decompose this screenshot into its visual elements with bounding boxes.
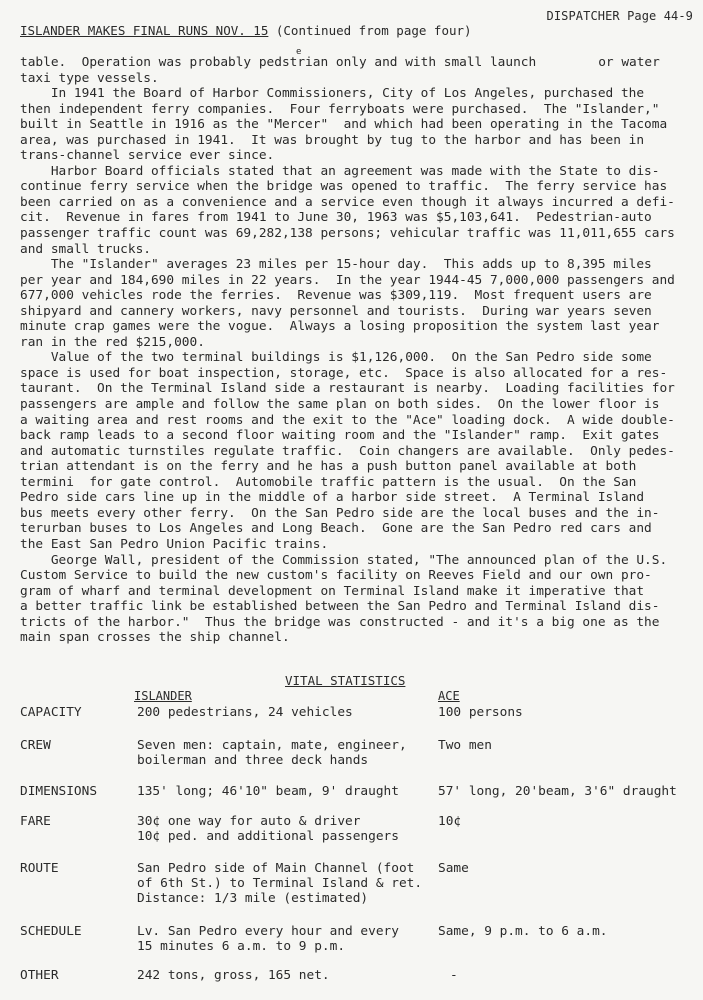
headline bbox=[20, 23, 472, 38]
headline-title: ISLANDER MAKES FINAL RUNS NOV. 15 bbox=[20, 23, 269, 38]
stat-label: OTHER bbox=[20, 968, 59, 983]
stat-label: FARE bbox=[20, 814, 51, 829]
article-line: Value of the two terminal buildings is $1,126,000. On the San Pedro side some bbox=[20, 350, 652, 366]
column-header-islander: ISLANDER bbox=[134, 689, 192, 703]
insert-mark: e bbox=[296, 47, 302, 57]
stat-ace: - bbox=[450, 968, 458, 983]
article-line: 677,000 vehicles rode the ferries. Revenue was $309,119. Most frequent users are bbox=[20, 288, 652, 304]
article-line: George Wall, president of the Commission stated, "The announced plan of the U.S. bbox=[20, 552, 668, 568]
article-line: passenger traffic count was 69,282,138 persons; vehicular traffic was 11,011,655 cars bbox=[20, 226, 675, 242]
article-line: a waiting area and rest rooms and the exit to the "Ace" loading dock. A wide double- bbox=[20, 412, 675, 428]
stat-label: CAPACITY bbox=[20, 705, 82, 720]
article-line: continue ferry service when the bridge was opened to traffic. The ferry service has bbox=[20, 179, 668, 195]
article-line: trans-channel service ever since. bbox=[20, 148, 275, 164]
article-line: space is used for boat inspection, storage, etc. Space is also allocated for a res- bbox=[20, 365, 668, 381]
article-line: then independent ferry companies. Four ferryboats were purchased. The "Islander," bbox=[20, 101, 660, 117]
stat-islander: 30¢ one way for auto & driver 10¢ ped. and additional passengers bbox=[137, 814, 399, 844]
article-line: tricts of the harbor." Thus the bridge was constructed - and it's a big one as the bbox=[20, 614, 660, 630]
article-line: minute crap games were the vogue. Always a losing proposition the system last year bbox=[20, 319, 660, 335]
stat-ace: 10¢ bbox=[438, 814, 462, 829]
article-line: termini for gate control. Automobile traffic pattern is the usual. On the San bbox=[20, 474, 637, 490]
stat-islander: 242 tons, gross, 165 net. bbox=[137, 968, 330, 983]
stat-ace: 57' long, 20'beam, 3'6" draught bbox=[438, 784, 677, 799]
stat-ace: Two men bbox=[438, 738, 492, 753]
stat-label: SCHEDULE bbox=[20, 924, 82, 939]
column-header-ace: ACE bbox=[438, 689, 460, 703]
article-body bbox=[20, 55, 703, 646]
stat-islander: 200 pedestrians, 24 vehicles bbox=[137, 705, 353, 720]
article-line: table. Operation was probably pedstrian only and with small launch or water bbox=[20, 55, 660, 70]
article-line: taurant. On the Terminal Island side a restaurant is nearby. Loading facilities for bbox=[20, 381, 675, 397]
article-line: The "Islander" averages 23 miles per 15-hour day. This adds up to 8,395 miles bbox=[20, 257, 652, 273]
article-line: Custom Service to build the new custom's facility on Reeves Field and our own pro- bbox=[20, 568, 652, 584]
article-line: a better traffic link be established between the San Pedro and Terminal Island dis- bbox=[20, 599, 660, 615]
stat-label: DIMENSIONS bbox=[20, 784, 98, 799]
article-line: the East San Pedro Union Pacific trains. bbox=[20, 536, 329, 552]
article-line: back ramp leads to a second floor waiting room and the "Islander" ramp. Exit gates bbox=[20, 428, 660, 444]
article-line: taxi type vessels. bbox=[20, 70, 159, 86]
article-line: cit. Revenue in fares from 1941 to June 30, 1963 was $5,103,641. Pedestrian-auto bbox=[20, 210, 652, 226]
article-line: built in Seattle in 1916 as the "Mercer" and which had been operating in the Tacoma bbox=[20, 117, 668, 133]
article-line: shipyard and cannery workers, navy personnel and tourists. During war years seven bbox=[20, 303, 652, 319]
vital-statistics-title: VITAL STATISTICS bbox=[285, 673, 406, 688]
article-line: Pedro side cars line up in the middle of a harbor side street. A Terminal Island bbox=[20, 490, 645, 506]
stat-islander: 135' long; 46'10" beam, 9' draught bbox=[137, 784, 399, 799]
stat-ace: Same, 9 p.m. to 6 a.m. bbox=[438, 924, 608, 939]
article-line: area, was purchased in 1941. It was brought by tug to the harbor and has been in bbox=[20, 132, 645, 148]
article-line: per year and 184,690 miles in 22 years. In the year 1944-45 7,000,000 passengers and bbox=[20, 272, 675, 288]
stat-label: CREW bbox=[20, 738, 51, 753]
stat-islander: Seven men: captain, mate, engineer, boilerman and three deck hands bbox=[137, 738, 407, 768]
article-line: Harbor Board officials stated that an agreement was made with the State to dis- bbox=[20, 163, 660, 179]
headline-continuation: (Continued from page four) bbox=[268, 23, 472, 38]
article-line: terurban buses to Los Angeles and Long Beach. Gone are the San Pedro red cars and bbox=[20, 521, 652, 537]
page-number: DISPATCHER Page 44-9 bbox=[546, 9, 693, 23]
article-line: passengers are ample and follow the same plan on both sides. On the lower floor is bbox=[20, 397, 660, 413]
stat-islander: Lv. San Pedro every hour and every 15 minutes 6 a.m. to 9 p.m. bbox=[137, 924, 399, 954]
stat-islander: San Pedro side of Main Channel (foot of 6th St.) to Terminal Island & ret. Distance: 1/3 mile (estimated) bbox=[137, 861, 423, 906]
article-line: In 1941 the Board of Harbor Commissioners, City of Los Angeles, purchased the bbox=[20, 86, 645, 102]
article-line: bus meets every other ferry. On the San Pedro side are the local buses and the in- bbox=[20, 505, 660, 521]
article-line: been carried on as a convenience and a service even though it always incurred a defi- bbox=[20, 194, 675, 210]
stat-ace: Same bbox=[438, 861, 469, 876]
article-line: main span crosses the ship channel. bbox=[20, 630, 290, 646]
article-line: and small trucks. bbox=[20, 241, 151, 257]
article-line: ran in the red $215,000. bbox=[20, 334, 205, 350]
article-line: and automatic turnstiles regulate traffic. Coin changers are available. Only pedes- bbox=[20, 443, 675, 459]
stat-ace: 100 persons bbox=[438, 705, 523, 720]
article-line: trian attendant is on the ferry and he has a push button panel available at both bbox=[20, 459, 637, 475]
stat-label: ROUTE bbox=[20, 861, 59, 876]
article-line: gram of wharf and terminal development on Terminal Island make it imperative that bbox=[20, 583, 645, 599]
